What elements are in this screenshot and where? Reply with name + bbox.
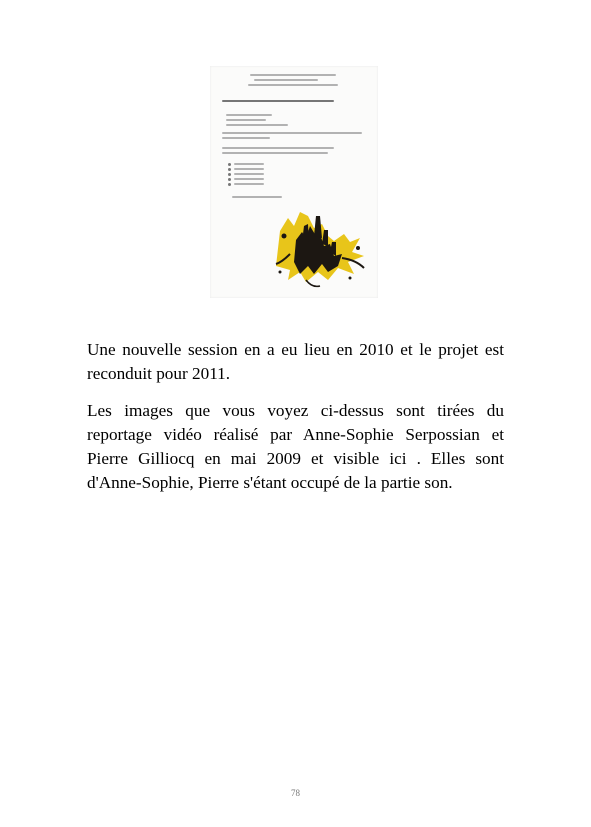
body-paragraph: Une nouvelle session en a eu lieu en 2010 et le projet est reconduit pour 2011. (87, 340, 504, 383)
ink-illustration (210, 66, 378, 298)
scanned-document-image (210, 66, 378, 298)
page-number: 78 (291, 788, 300, 798)
body-paragraph: Les images que vous voyez ci-dessus sont tirées du reportage vidéo réalisé par Anne-Sophie Serpossian et Pierre Gilliocq en mai 2009 et visible ici . Elles sont d'Anne-Sophie, Pierre s'étant occupé de la partie son. (87, 401, 504, 492)
